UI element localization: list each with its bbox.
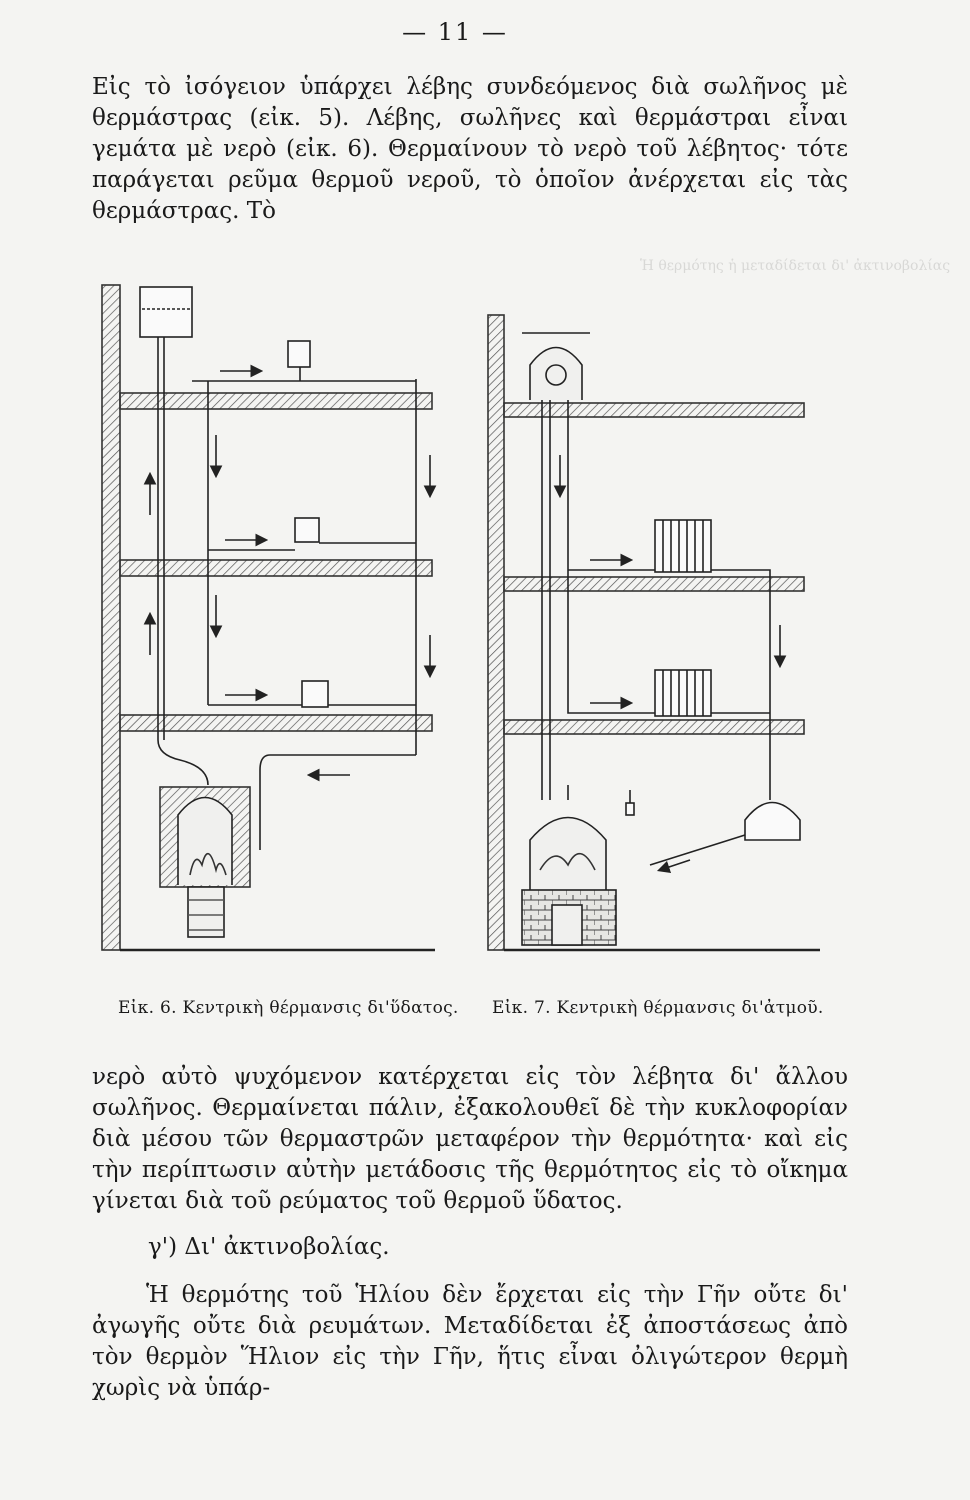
- bleed-through-text: Ἡ θερμότης ἡ μεταδίδεται δι' ἀκτινοβολίας: [640, 258, 951, 274]
- paragraph-top: Εἰς τὸ ἰσόγειον ὑπάρχει λέβης συνδεόμενος διὰ σωλῆνος μὲ θερμάστρας (εἰκ. 5). Λέβης, σωλῆνες καὶ θερμάστραι εἶναι γεμάτα μὲ νερὸ (εἰκ. 6). Θερμαίνουν τὸ νερὸ τοῦ λέβητος· τότε παράγεται ρεῦμα θερμοῦ νεροῦ, τὸ ὁποῖον ἀνέρχεται εἰς τὰς θερμάστρας. Τὸ: [92, 74, 848, 224]
- section-heading: γ') Δι' ἀκτινοβολίας.: [148, 1234, 390, 1260]
- figure-6-caption: Εἰκ. 6. Κεντρικὴ θέρμανσις δι'ὕδατος.: [118, 998, 459, 1018]
- figure-7-caption: Εἰκ. 7. Κεντρικὴ θέρμανσις δι'ἀτμοῦ.: [492, 998, 824, 1018]
- paragraph-last: Ἡ θερμότης τοῦ Ἡλίου δὲν ἔρχεται εἰς τὴν Γῆν οὔτε δι' ἀγωγῆς οὔτε διὰ ρευμάτων. Μεταδίδεται ἐξ ἀποστάσεως ἀπὸ τὸν θερμὸν Ἥλιον εἰς τὴν Γῆν, ἥτις εἶναι ὀλιγώτερον θερμὴ χωρὶς νὰ ὑπάρ-: [92, 1282, 848, 1401]
- figure-6-hot-water-diagram: [102, 285, 435, 950]
- paragraph-bottom: νερὸ αὐτὸ ψυχόμενον κατέρχεται εἰς τὸν λέβητα δι' ἄλλου σωλῆνος. Θερμαίνεται πάλιν, ἐξακολουθεῖ δὲ τὴν κυκλοφορίαν διὰ μέσου τῶν θερμαστρῶν μεταφέρον τὴν θερμότητα· καὶ εἰς τὴν περίπτωσιν αὐτὴν μετάδοσις τῆς θερμότητος εἰς τὸ οἴκημα γίνεται διὰ τοῦ ρεύματος τοῦ θερμοῦ ὕδατος.: [92, 1064, 848, 1214]
- page-number: — 11 —: [402, 18, 508, 46]
- figure-7-steam-diagram: [488, 315, 820, 950]
- heating-figures: [90, 275, 880, 975]
